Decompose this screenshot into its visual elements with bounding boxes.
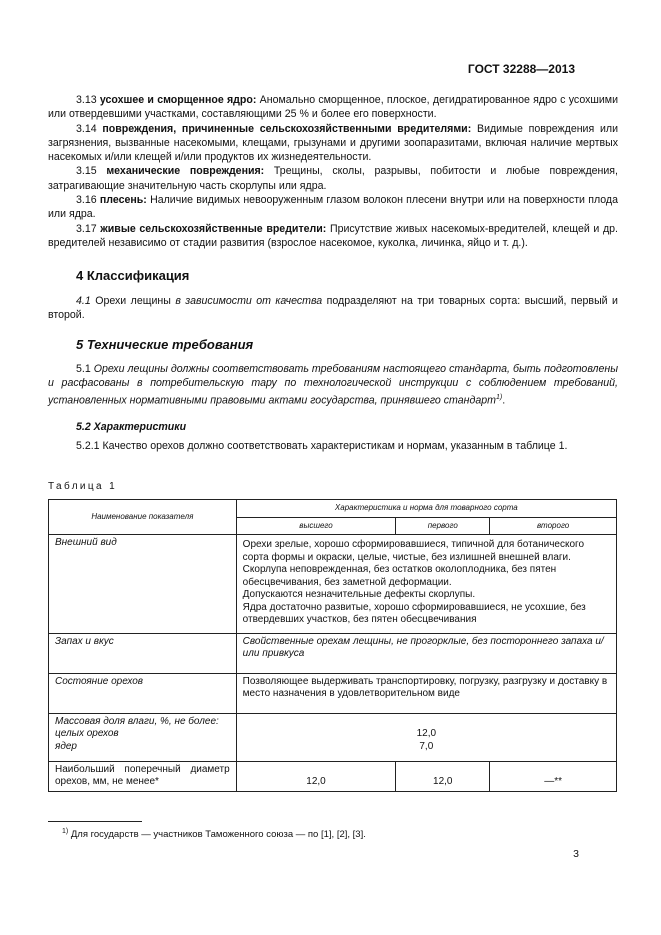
paragraph-5-1: 5.1 Орехи лещины должны соответствовать требованиям настоящего стандарта, быть подготовлены и расфасованы в потребительскую тару по технологической инструкции с соблюдением требований, установленных нормативными правовыми актами государства, принявшего стандарт$^{1)}$.: [48, 363, 618, 407]
definitions-block: [48, 93, 618, 250]
definition-3-13: 3.13 усохшее и сморщенное ядро: Аномально сморщенное, плоское, дегидратированное ядро с усохшими или отвердевшими участками, составляющими 25 % и более его поверхности.: [48, 94, 618, 121]
header-grade-highest: высшего: [236, 517, 396, 535]
row-value-smell-taste: Свойственные орехам лещины, не прогорклые, без постороннего запаха и/или привкуса: [236, 633, 616, 673]
section-4-title: 4 Классификация: [76, 268, 190, 283]
row-name-appearance: Внешний вид: [49, 535, 237, 634]
footnote-divider: [48, 821, 142, 822]
row-name-smell-taste: Запах и вкус: [49, 633, 237, 673]
footnote: $^{1)}$ Для государств — участников Таможенного союза — по [1], [2], [3].: [62, 828, 366, 841]
table-row: [49, 633, 617, 673]
row-value-diameter-second: —**: [490, 761, 617, 791]
quality-table: [48, 499, 617, 792]
definition-3-17: 3.17 живые сельскохозяйственные вредители: Присутствие живых насекомых-вредителей, клещей и др. вредителей независимо от стадии развития (взрослое насекомое, куколка, личинка, яйцо и т. д.).: [48, 222, 618, 249]
table-caption: Таблица 1: [48, 481, 118, 492]
definition-3-14: 3.14 повреждения, причиненные сельскохозяйственными вредителями: Видимые повреждения или загрязнения, вызванные насекомыми, клещами, грызунами и другими зоопаразитами, включая наличие мертвых насекомых и/или клещей и/или продуктов их жизнедеятельности.: [48, 122, 618, 164]
table-row: [49, 761, 617, 791]
paragraph-4-1: 4.1 Орехи лещины в зависимости от качества подразделяют на три товарных сорта: высший, первый и второй.: [48, 295, 618, 322]
row-value-moisture: 12,0 7,0: [236, 713, 616, 761]
table-row: [49, 535, 617, 634]
paragraph-5-2-1: 5.2.1 Качество орехов должно соответствовать характеристикам и нормам, указанным в таблице 1.: [76, 440, 568, 452]
table-row: [49, 713, 617, 761]
document-id: ГОСТ 32288—2013: [467, 62, 575, 76]
header-characteristic-group: Характеристика и норма для товарного сорта: [236, 500, 616, 518]
definition-3-16: 3.16 плесень: Наличие видимых невооруженным глазом волокон плесени внутри или на поверхности плода или ядра.: [48, 194, 618, 221]
row-value-diameter-first: 12,0: [396, 761, 490, 791]
header-indicator-name: Наименование показателя: [49, 500, 237, 535]
row-value-diameter-highest: 12,0: [236, 761, 396, 791]
table-header-row: [49, 500, 617, 518]
header-grade-first: первого: [396, 517, 490, 535]
header-grade-second: второго: [490, 517, 617, 535]
subsection-5-2-title: 5.2 Характеристики: [76, 421, 187, 433]
row-name-moisture: Массовая доля влаги, %, не более: целых орехов ядер: [49, 713, 237, 761]
page-number: 3: [573, 848, 579, 860]
table-row: [49, 673, 617, 713]
definition-3-15: 3.15 механические повреждения: Трещины, сколы, разрывы, побитости и любые повреждения, затрагивающие значительную часть скорлупы или ядра.: [48, 165, 618, 192]
row-name-diameter: Наибольший поперечный диаметр орехов, мм, не менее*: [49, 761, 237, 791]
section-5-title: 5 Технические требования: [76, 337, 254, 352]
row-name-nut-condition: Состояние орехов: [49, 673, 237, 713]
row-value-appearance: Орехи зрелые, хорошо сформировавшиеся, типичной для ботанического сорта формы и окраски, целые, чистые, без излишней внешней влаги. Скорлупа неповрежденная, без остатков околоплодника, без пятен обесцвечивания, без заметной деформации. Допускаются незначительные дефекты скорлупы. Ядра достаточно развитые, хорошо сформировавшиеся, не усохшие, без отвердевших участков, без пятен обесцвечивания: [236, 535, 616, 634]
row-value-nut-condition: Позволяющее выдерживать транспортировку, погрузку, разгрузку и доставку в место назначения в удовлетворительном виде: [236, 673, 616, 713]
